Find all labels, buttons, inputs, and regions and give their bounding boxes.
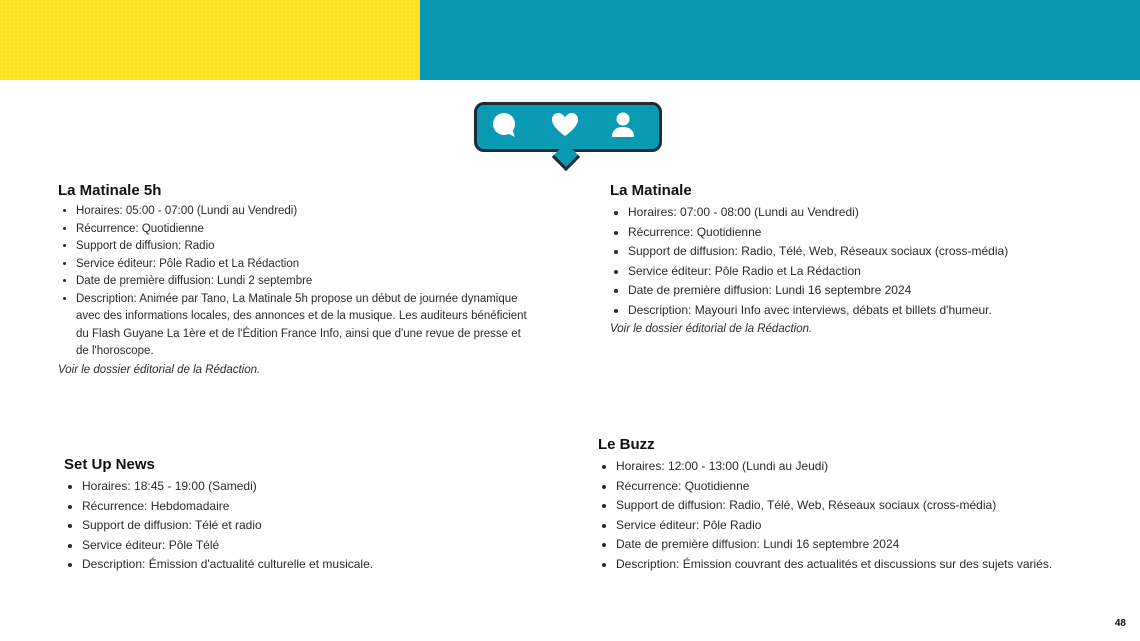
list-item: • Horaires: 12:00 - 13:00 (Lundi au Jeudi) (616, 457, 1078, 477)
heart-icon (550, 110, 580, 140)
list-item: • Date de première diffusion: Lundi 16 septembre 2024 (628, 281, 1080, 301)
program-matinale-5h (58, 182, 528, 379)
list-item: • Service éditeur: Pôle Radio et La Rédaction (628, 262, 1080, 282)
program-details-list (610, 203, 1080, 320)
list-item: • Récurrence: Quotidienne (628, 223, 1080, 243)
editorial-note-link[interactable]: Voir le dossier éditorial de la Rédaction. (610, 323, 813, 335)
list-item: • Service éditeur: Pôle Télé (82, 536, 504, 556)
program-title: Set Up News (64, 456, 155, 473)
header-teal-band (420, 0, 1140, 80)
list-item: • Description: Mayouri Info avec interviews, débats et billets d'humeur. (628, 301, 1080, 321)
editorial-note-link[interactable]: Voir le dossier éditorial de la Rédaction. (58, 363, 261, 376)
program-set-up-news (64, 456, 504, 575)
list-item: • Horaires: 05:00 - 07:00 (Lundi au Vendredi) (76, 203, 528, 221)
list-item: • Description: Animée par Tano, La Matinale 5h propose un début de journée dynamique avec des informations locales, des annonces et de la musique. Les auditeurs bénéficient du Flash Guyane La 1ère et de l'Édition France Info, ainsi que d'une revue de presse et de l'horoscope. (76, 291, 528, 361)
list-item: • Horaires: 18:45 - 19:00 (Samedi) (82, 477, 504, 497)
program-le-buzz (598, 436, 1078, 574)
list-item: • Description: Émission d'actualité culturelle et musicale. (82, 555, 504, 575)
program-details-list (598, 457, 1078, 574)
list-item: • Récurrence: Quotidienne (616, 477, 1078, 497)
list-item: • Horaires: 07:00 - 08:00 (Lundi au Vendredi) (628, 203, 1080, 223)
program-title: La Matinale 5h (58, 182, 162, 199)
program-title: Le Buzz (598, 436, 655, 453)
list-item: • Récurrence: Hebdomadaire (82, 497, 504, 517)
header-yellow-band (0, 0, 420, 80)
page-number: 48 (1114, 618, 1126, 629)
list-item: • Support de diffusion: Radio, Télé, Web, Réseaux sociaux (cross-média) (628, 242, 1080, 262)
list-item: • Date de première diffusion: Lundi 2 septembre (76, 273, 528, 291)
chat-bubble-icon (489, 110, 519, 140)
list-item: • Support de diffusion: Radio (76, 238, 528, 256)
program-details-list (64, 477, 504, 575)
list-item: • Description: Émission couvrant des actualités et discussions sur des sujets variés. (616, 555, 1078, 575)
program-title: La Matinale (610, 182, 692, 199)
list-item: • Date de première diffusion: Lundi 16 septembre 2024 (616, 535, 1078, 555)
list-item: • Service éditeur: Pôle Radio (616, 516, 1078, 536)
program-details-list (58, 203, 528, 361)
list-item: • Support de diffusion: Télé et radio (82, 516, 504, 536)
list-item: • Service éditeur: Pôle Radio et La Rédaction (76, 256, 528, 274)
list-item: • Support de diffusion: Radio, Télé, Web, Réseaux sociaux (cross-média) (616, 496, 1078, 516)
user-icon (608, 110, 638, 140)
list-item: • Récurrence: Quotidienne (76, 221, 528, 239)
program-matinale (610, 182, 1080, 338)
